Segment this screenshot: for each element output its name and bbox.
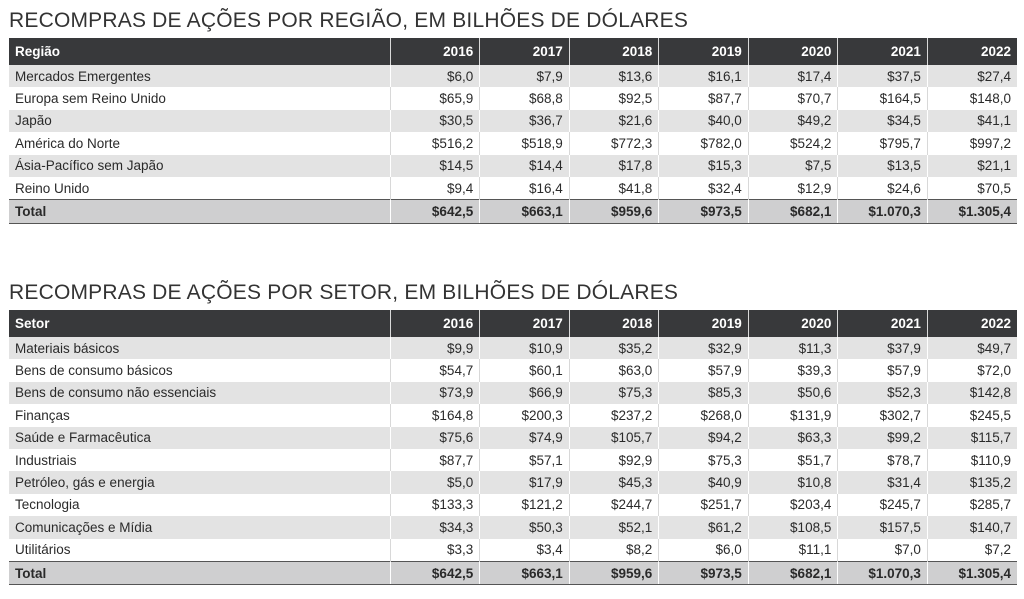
row-value: $50,6 bbox=[748, 382, 838, 404]
row-value: $41,8 bbox=[569, 177, 659, 200]
row-value: $50,3 bbox=[480, 516, 570, 538]
row-value: $99,2 bbox=[838, 427, 928, 449]
row-value: $40,9 bbox=[659, 471, 749, 493]
row-value: $245,5 bbox=[927, 404, 1017, 426]
row-label: Mercados Emergentes bbox=[9, 65, 390, 87]
region-total-row bbox=[9, 200, 1017, 223]
row-value: $9,4 bbox=[390, 177, 480, 200]
row-value: $115,7 bbox=[927, 427, 1017, 449]
row-value: $30,5 bbox=[390, 110, 480, 132]
total-label: Total bbox=[9, 561, 390, 584]
row-value: $65,9 bbox=[390, 87, 480, 109]
row-value: $7,5 bbox=[748, 155, 838, 177]
row-label: Utilitários bbox=[9, 539, 390, 562]
row-value: $92,5 bbox=[569, 87, 659, 109]
row-value: $70,5 bbox=[927, 177, 1017, 200]
sector-header-year: 2016 bbox=[390, 310, 480, 337]
row-value: $110,9 bbox=[927, 449, 1017, 471]
row-value: $164,8 bbox=[390, 404, 480, 426]
region-header-year: 2016 bbox=[390, 38, 480, 65]
row-value: $148,0 bbox=[927, 87, 1017, 109]
row-value: $11,3 bbox=[748, 337, 838, 359]
sector-table-header bbox=[9, 310, 1017, 337]
row-value: $54,7 bbox=[390, 359, 480, 381]
sector-header-year: 2018 bbox=[569, 310, 659, 337]
row-value: $52,1 bbox=[569, 516, 659, 538]
row-value: $41,1 bbox=[927, 110, 1017, 132]
total-value: $663,1 bbox=[480, 561, 570, 584]
region-header-year: 2022 bbox=[927, 38, 1017, 65]
region-header-label: Região bbox=[9, 38, 390, 65]
table-row bbox=[9, 382, 1017, 404]
sector-header-year: 2020 bbox=[748, 310, 838, 337]
total-value: $682,1 bbox=[748, 561, 838, 584]
total-value: $642,5 bbox=[390, 561, 480, 584]
row-value: $11,1 bbox=[748, 539, 838, 562]
sector-header-row bbox=[9, 310, 1017, 337]
table-row bbox=[9, 427, 1017, 449]
table-row bbox=[9, 539, 1017, 562]
row-value: $5,0 bbox=[390, 471, 480, 493]
row-value: $45,3 bbox=[569, 471, 659, 493]
row-label: Bens de consumo não essenciais bbox=[9, 382, 390, 404]
row-value: $244,7 bbox=[569, 494, 659, 516]
row-value: $17,9 bbox=[480, 471, 570, 493]
row-value: $52,3 bbox=[838, 382, 928, 404]
region-section bbox=[9, 6, 1017, 224]
row-value: $9,9 bbox=[390, 337, 480, 359]
total-value: $642,5 bbox=[390, 200, 480, 223]
table-row bbox=[9, 177, 1017, 200]
row-value: $518,9 bbox=[480, 132, 570, 154]
table-row bbox=[9, 132, 1017, 154]
row-value: $40,0 bbox=[659, 110, 749, 132]
table-row bbox=[9, 404, 1017, 426]
table-row bbox=[9, 155, 1017, 177]
row-value: $3,4 bbox=[480, 539, 570, 562]
row-value: $524,2 bbox=[748, 132, 838, 154]
row-value: $285,7 bbox=[927, 494, 1017, 516]
table-row bbox=[9, 494, 1017, 516]
total-value: $959,6 bbox=[569, 200, 659, 223]
row-label: Industriais bbox=[9, 449, 390, 471]
sector-total-row bbox=[9, 561, 1017, 584]
total-value: $973,5 bbox=[659, 200, 749, 223]
table-row bbox=[9, 471, 1017, 493]
row-label: Tecnologia bbox=[9, 494, 390, 516]
row-value: $782,0 bbox=[659, 132, 749, 154]
row-value: $997,2 bbox=[927, 132, 1017, 154]
row-value: $772,3 bbox=[569, 132, 659, 154]
row-label: Finanças bbox=[9, 404, 390, 426]
row-value: $34,3 bbox=[390, 516, 480, 538]
row-value: $516,2 bbox=[390, 132, 480, 154]
row-label: Materiais básicos bbox=[9, 337, 390, 359]
region-header-row bbox=[9, 38, 1017, 65]
row-value: $57,1 bbox=[480, 449, 570, 471]
row-value: $17,4 bbox=[748, 65, 838, 87]
row-value: $7,9 bbox=[480, 65, 570, 87]
row-value: $57,9 bbox=[659, 359, 749, 381]
row-value: $121,2 bbox=[480, 494, 570, 516]
row-value: $75,3 bbox=[569, 382, 659, 404]
row-value: $10,8 bbox=[748, 471, 838, 493]
row-value: $78,7 bbox=[838, 449, 928, 471]
row-value: $24,6 bbox=[838, 177, 928, 200]
total-value: $682,1 bbox=[748, 200, 838, 223]
row-value: $32,9 bbox=[659, 337, 749, 359]
row-label: Europa sem Reino Unido bbox=[9, 87, 390, 109]
row-value: $3,3 bbox=[390, 539, 480, 562]
row-value: $140,7 bbox=[927, 516, 1017, 538]
row-value: $73,9 bbox=[390, 382, 480, 404]
row-value: $14,4 bbox=[480, 155, 570, 177]
row-value: $60,1 bbox=[480, 359, 570, 381]
row-value: $200,3 bbox=[480, 404, 570, 426]
row-value: $8,2 bbox=[569, 539, 659, 562]
sector-header-year: 2017 bbox=[480, 310, 570, 337]
row-value: $14,5 bbox=[390, 155, 480, 177]
region-header-year: 2017 bbox=[480, 38, 570, 65]
region-header-year: 2018 bbox=[569, 38, 659, 65]
total-value: $663,1 bbox=[480, 200, 570, 223]
row-value: $68,8 bbox=[480, 87, 570, 109]
row-value: $63,0 bbox=[569, 359, 659, 381]
row-value: $12,9 bbox=[748, 177, 838, 200]
region-table-header bbox=[9, 38, 1017, 65]
row-value: $66,9 bbox=[480, 382, 570, 404]
row-value: $16,1 bbox=[659, 65, 749, 87]
row-value: $75,3 bbox=[659, 449, 749, 471]
sector-section bbox=[9, 278, 1017, 585]
row-value: $85,3 bbox=[659, 382, 749, 404]
row-value: $7,0 bbox=[838, 539, 928, 562]
row-value: $21,1 bbox=[927, 155, 1017, 177]
row-value: $36,7 bbox=[480, 110, 570, 132]
row-value: $87,7 bbox=[659, 87, 749, 109]
table-row bbox=[9, 359, 1017, 381]
row-value: $10,9 bbox=[480, 337, 570, 359]
row-label: Bens de consumo básicos bbox=[9, 359, 390, 381]
sector-table bbox=[9, 310, 1017, 585]
sector-table-title: RECOMPRAS DE AÇÕES POR SETOR, EM BILHÕES DE DÓLARES bbox=[9, 281, 679, 304]
row-label: Comunicações e Mídia bbox=[9, 516, 390, 538]
row-value: $39,3 bbox=[748, 359, 838, 381]
row-value: $94,2 bbox=[659, 427, 749, 449]
row-value: $237,2 bbox=[569, 404, 659, 426]
total-label: Total bbox=[9, 200, 390, 223]
row-value: $61,2 bbox=[659, 516, 749, 538]
row-value: $27,4 bbox=[927, 65, 1017, 87]
row-value: $108,5 bbox=[748, 516, 838, 538]
sector-header-year: 2022 bbox=[927, 310, 1017, 337]
row-value: $49,7 bbox=[927, 337, 1017, 359]
row-value: $21,6 bbox=[569, 110, 659, 132]
row-label: Japão bbox=[9, 110, 390, 132]
row-value: $131,9 bbox=[748, 404, 838, 426]
row-value: $51,7 bbox=[748, 449, 838, 471]
row-value: $15,3 bbox=[659, 155, 749, 177]
row-value: $251,7 bbox=[659, 494, 749, 516]
row-label: Petróleo, gás e energia bbox=[9, 471, 390, 493]
table-row bbox=[9, 516, 1017, 538]
region-table-body bbox=[9, 65, 1017, 223]
row-value: $35,2 bbox=[569, 337, 659, 359]
row-value: $7,2 bbox=[927, 539, 1017, 562]
row-label: Reino Unido bbox=[9, 177, 390, 200]
row-value: $72,0 bbox=[927, 359, 1017, 381]
row-value: $13,5 bbox=[838, 155, 928, 177]
row-value: $17,8 bbox=[569, 155, 659, 177]
row-value: $6,0 bbox=[390, 65, 480, 87]
table-row bbox=[9, 337, 1017, 359]
total-value: $1.305,4 bbox=[927, 200, 1017, 223]
row-label: Ásia-Pacífico sem Japão bbox=[9, 155, 390, 177]
total-value: $973,5 bbox=[659, 561, 749, 584]
sector-header-year: 2021 bbox=[838, 310, 928, 337]
row-value: $6,0 bbox=[659, 539, 749, 562]
row-value: $164,5 bbox=[838, 87, 928, 109]
row-label: América do Norte bbox=[9, 132, 390, 154]
row-value: $142,8 bbox=[927, 382, 1017, 404]
total-value: $959,6 bbox=[569, 561, 659, 584]
row-value: $70,7 bbox=[748, 87, 838, 109]
region-header-year: 2020 bbox=[748, 38, 838, 65]
region-header-year: 2021 bbox=[838, 38, 928, 65]
row-value: $105,7 bbox=[569, 427, 659, 449]
row-value: $268,0 bbox=[659, 404, 749, 426]
row-value: $49,2 bbox=[748, 110, 838, 132]
sector-header-year: 2019 bbox=[659, 310, 749, 337]
row-value: $32,4 bbox=[659, 177, 749, 200]
row-label: Saúde e Farmacêutica bbox=[9, 427, 390, 449]
table-row bbox=[9, 449, 1017, 471]
region-table bbox=[9, 38, 1017, 224]
row-value: $37,9 bbox=[838, 337, 928, 359]
row-value: $203,4 bbox=[748, 494, 838, 516]
sector-header-label: Setor bbox=[9, 310, 390, 337]
total-value: $1.305,4 bbox=[927, 561, 1017, 584]
row-value: $16,4 bbox=[480, 177, 570, 200]
total-value: $1.070,3 bbox=[838, 200, 928, 223]
row-value: $37,5 bbox=[838, 65, 928, 87]
row-value: $87,7 bbox=[390, 449, 480, 471]
row-value: $31,4 bbox=[838, 471, 928, 493]
row-value: $63,3 bbox=[748, 427, 838, 449]
row-value: $133,3 bbox=[390, 494, 480, 516]
row-value: $157,5 bbox=[838, 516, 928, 538]
region-header-year: 2019 bbox=[659, 38, 749, 65]
row-value: $57,9 bbox=[838, 359, 928, 381]
row-value: $74,9 bbox=[480, 427, 570, 449]
total-value: $1.070,3 bbox=[838, 561, 928, 584]
row-value: $75,6 bbox=[390, 427, 480, 449]
row-value: $92,9 bbox=[569, 449, 659, 471]
row-value: $13,6 bbox=[569, 65, 659, 87]
row-value: $795,7 bbox=[838, 132, 928, 154]
region-table-title: RECOMPRAS DE AÇÕES POR REGIÃO, EM BILHÕES DE DÓLARES bbox=[9, 9, 689, 32]
row-value: $302,7 bbox=[838, 404, 928, 426]
sector-table-body bbox=[9, 337, 1017, 585]
table-row bbox=[9, 87, 1017, 109]
row-value: $135,2 bbox=[927, 471, 1017, 493]
table-row bbox=[9, 110, 1017, 132]
table-row bbox=[9, 65, 1017, 87]
row-value: $34,5 bbox=[838, 110, 928, 132]
row-value: $245,7 bbox=[838, 494, 928, 516]
